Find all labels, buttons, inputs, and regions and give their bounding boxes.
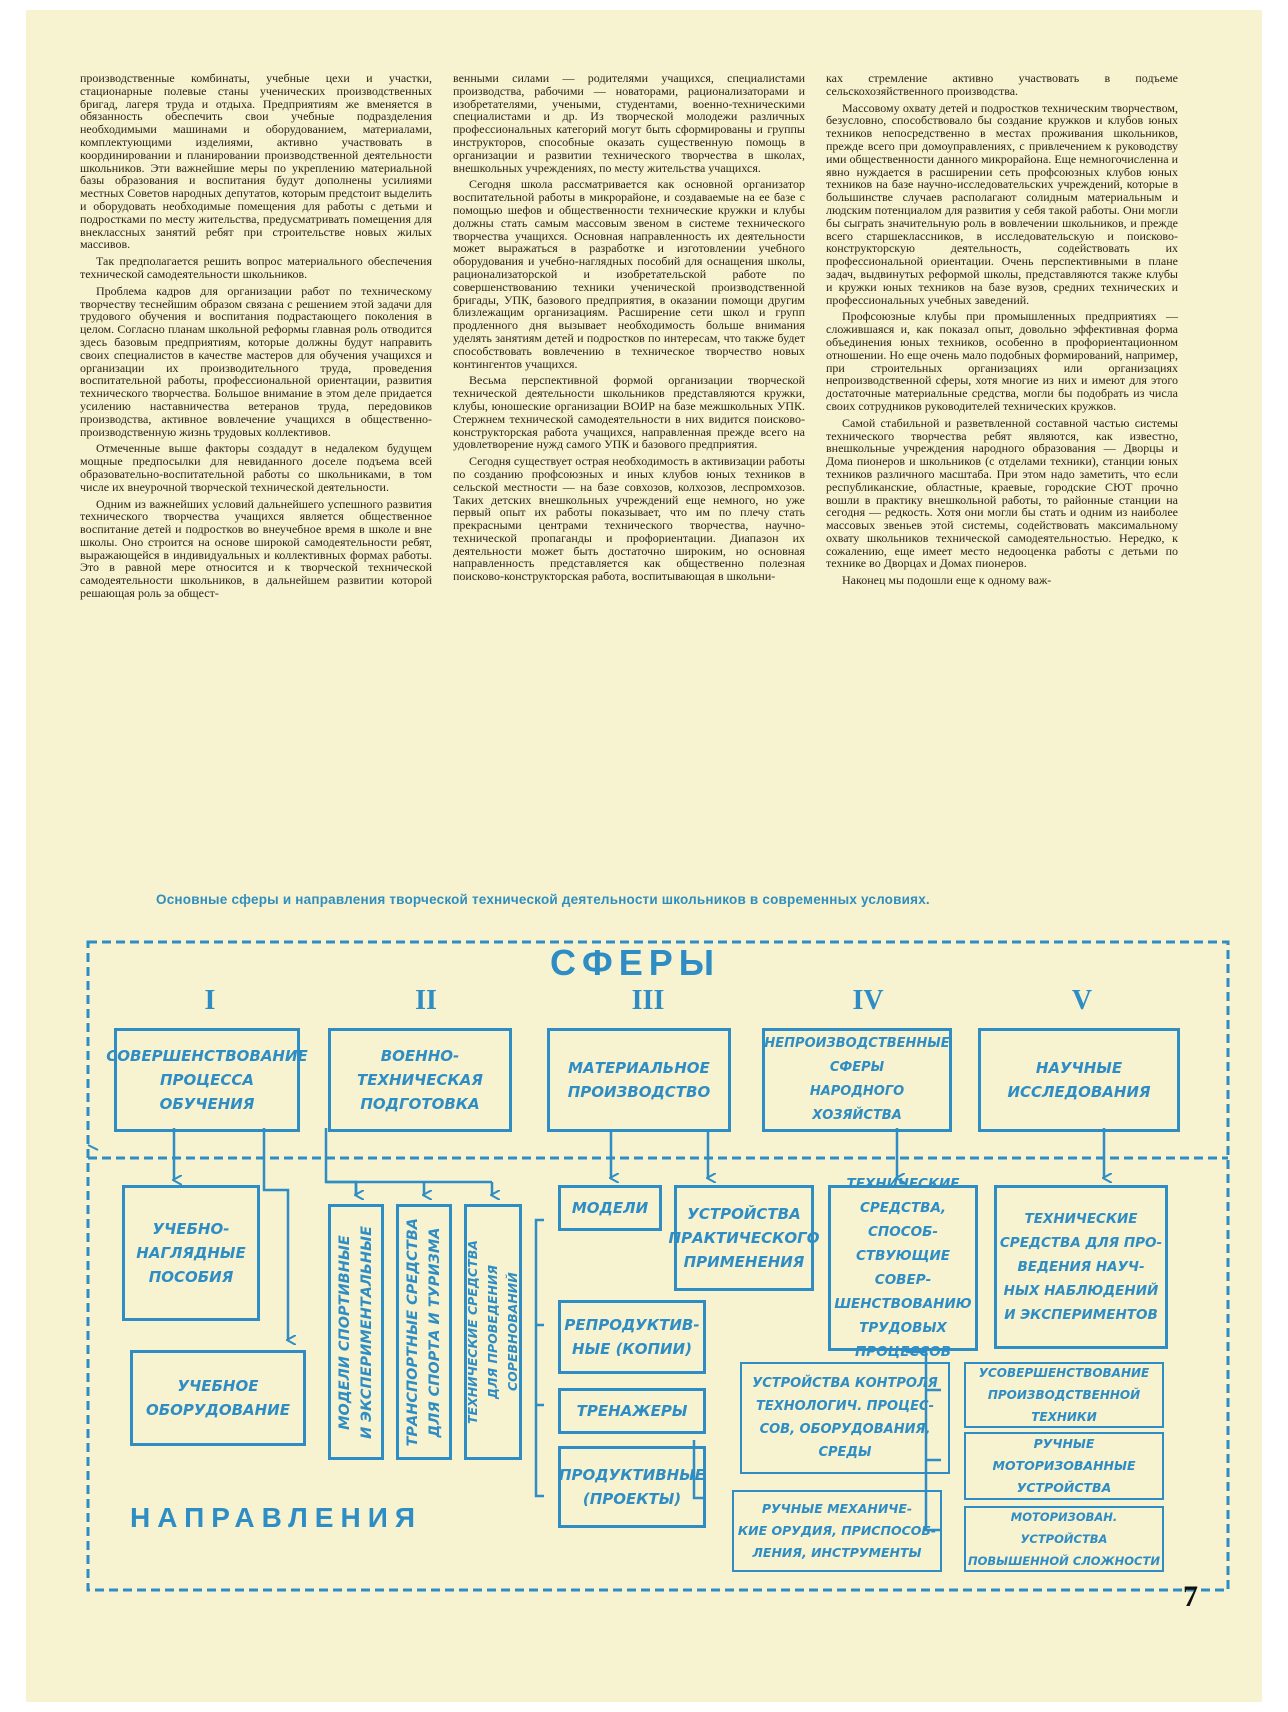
sphere-box-research [978,1028,1180,1132]
paragraph: Проблема кадров для организации работ по техническому творчеству теснейшим образом связана с решением этой задачи для трудового обучения и воспитания подрастающего поколения в целом. Согласно планам школьной реформы главная роль отводится здесь базовым предприятиям, которые должны будут направить своих специалистов в качестве мастеров для обучения учащихся и организации их производительного труда, проведения воспитательной работы, профессиональной ориентации, развития технического творчества. Большое внимание в этом деле придается усилению наставничества ветеранов труда, передовиков производства, активное вовлечение учащихся в общественно-производственную жизнь трудовых коллективов. [80,283,432,439]
direction-improve-tech: УСОВЕРШЕНСТВОВАНИЕ ПРОИЗВОДСТВЕННОЙ ТЕХНИКИ [964,1362,1164,1428]
sphere-numeral: III [631,985,665,1016]
sphere-numeral: V [1071,985,1093,1016]
sphere-numeral: I [204,985,216,1016]
direction-hand-tools: РУЧНЫЕ МЕХАНИЧЕ- КИЕ ОРУДИЯ, ПРИСПОСОБ- ЛЕНИЯ, ИНСТРУМЕНТЫ [732,1490,942,1572]
paragraph: ках стремление активно участвовать в подъеме сельскохозяйственного производства. [826,71,1178,98]
paragraph: производственные комбинаты, учебные цехи и участки, стационарные полевые станы ученических производственных бригад, лагеря труда и отдыха. Предприятиям же вменяется в обязанность обеспечить свои учебные подразделения необходимыми машинами и оборудованием, материалами, комплектующими изделиями, активно участвовать в координировании и планировании производственной деятельности школьников. Эти важнейшие меры по укреплению материальной базы образования и воспитания будут дополнены усилиями местных Советов народных депутатов, которым предстоит выделить и оборудовать необходимые помещения для работы с детьми и подростками по месту жительства, предусматривать помещения для внеклассных занятий ребят при строительстве новых жилых массивов. [80,71,432,252]
spheres-title: СФЕРЫ [550,942,720,983]
direction-models: МОДЕЛИ [558,1185,662,1231]
sphere-box-nonproduction [762,1028,952,1132]
paragraph: Самой стабильной и разветвленной составной частью системы технического творчества ребят являются, как известно, внешкольные учреждения народного образования — Дворцы и Дома пионеров и школьников (с отделами техники), станции юных техников различного масштаба. При этом надо заметить, что если республиканские, областные, краевые, городские СЮТ прочно вошли в практику внешкольной работы, то районные станции на сегодня — редкость. Хотя они могли бы стать и одним из наиболее массовых звеньев этой системы, содействовать максимальному охвату школьников технической самодеятельностью. Нередко, к сожалению, еще имеет место недооценка работы с детьми по технике во Дворцах и Домах пионеров. [826,415,1178,571]
direction-practical-devices: УСТРОЙСТВА ПРАКТИЧЕСКОГО ПРИМЕНЕНИЯ [674,1185,814,1291]
paragraph: Профсоюзные клубы при промышленных предприятиях — сложившаяся и, как показал опыт, довольно эффективная форма объединения юных техников, особенно в профориентационном отношении. Но еще очень мало подобных формирований, например, при строительных организациях или организациях непроизводственной сферы, хотя многие из них и имеют для этого достаточные материальные средства, могли бы подобрать из числа своих сотрудников руководителей технических кружков. [826,309,1178,413]
direction-control-devices: УСТРОЙСТВА КОНТРОЛЯ ТЕХНОЛОГИЧ. ПРОЦЕС- СОВ, ОБОРУДОВАНИЯ, СРЕДЫ [740,1362,950,1474]
sphere-label: НАУЧНЫЕ ИССЛЕДОВАНИЯ [1007,1059,1151,1101]
sphere-box-learning [106,1028,308,1132]
direction-equipment: УЧЕБНОЕ ОБОРУДОВАНИЕ [130,1350,306,1446]
sphere-label: МАТЕРИАЛЬНОЕ ПРОИЗВОДСТВО [567,1059,711,1101]
sphere-numeral: IV [852,985,884,1016]
direction-sport-models: МОДЕЛИ СПОРТИВНЫЕ И ЭКСПЕРИМЕНТАЛЬНЫЕ [328,1204,384,1460]
diagram-caption: Основные сферы и направления творческой технической деятельности школьников в современных условиях. [156,892,930,907]
direction-hand-motor: РУЧНЫЕ МОТОРИЗОВАННЫЕ УСТРОЙСТВА [964,1432,1164,1500]
sphere-numeral: II [415,985,437,1016]
page-number: 7 [1183,1580,1198,1613]
paragraph: венными силами — родителями учащихся, специалистами производства, рабочими — новаторами, рационализаторами и изобретателями, учеными, студентами, военно-техническими специалистами и др. Из творческой молодежи различных профессиональных категорий могут быть сформированы и группы инструкторов, способные оказать существенную помощь в организации и развитии технического творчества в школах, внешкольных учреждениях, по месту жительства учащихся. [453,71,805,175]
paragraph: Сегодня существует острая необходимость в активизации работы по созданию профсоюзных и иных клубов юных техников в сельской местности — на базе совхозов, колхозов, леспромхозов. Таких детских внешкольных учреждений еще немного, но уже первый опыт их работы показывает, что им по плечу стать прекрасными центрами технического творчества, научно-технической пропаганды и профориентации. Диапазон их деятельности может быть достаточно широким, но основная направленность представляется как общественно полезная поисково-конструкторская работа, воспитывающая в школьни- [453,454,805,584]
sphere-box-production [547,1028,731,1132]
direction-productive: ПРОДУКТИВНЫЕ (ПРОЕКТЫ) [558,1446,706,1528]
directions-title: НАПРАВЛЕНИЯ [130,1502,422,1533]
direction-transport: ТРАНСПОРТНЫЕ СРЕДСТВА ДЛЯ СПОРТА И ТУРИЗМА [396,1204,452,1460]
paragraph: Так предполагается решить вопрос материального обеспечения технической самодеятельности школьников. [80,254,432,281]
direction-research-means: ТЕХНИЧЕСКИЕ СРЕДСТВА ДЛЯ ПРО- ВЕДЕНИЯ НАУЧ- НЫХ НАБЛЮДЕНИЙ И ЭКСПЕРИМЕНТОВ [994,1185,1168,1349]
direction-visual-aids: УЧЕБНО- НАГЛЯДНЫЕ ПОСОБИЯ [122,1185,260,1321]
paragraph: Сегодня школа рассматривается как основной организатор воспитательной работы в микрорайоне, и создаваемые на ее базе с помощью шефов и общественности технические кружки и клубы должны стать самым массовым звеном в системе технического творчества учащихся. Основная направленность их деятельности может выражаться в разработке и изготовлении учебного оборудования и учебно-наглядных пособий для оснащения школы, рационализаторской и изобретательской работе по совершенствованию техники ученической производственной бригады, УПК, базового предприятия, в оказании помощи другим близлежащим организациям. Расширение сети школ и групп продленного дня вызывает необходимость больше внимания уделять занятиям детей и подростков по интересам, что также будет способствовать вовлечению в техническое творчество новых контингентов учащихся. [453,177,805,371]
magazine-page [26,10,1262,1702]
paragraph: Отмеченные выше факторы создадут в недалеком будущем мощные предпосылки для невиданного доселе подъема всей образовательно-воспитательной работы со школьниками, в том числе их внеурочной творческой технической деятельности. [80,441,432,494]
sphere-label: НЕПРОИЗВОДСТВЕННЫЕ СФЕРЫ НАРОДНОГО ХОЗЯЙСТВА [764,1036,950,1123]
direction-reproductive: РЕПРОДУКТИВ- НЫЕ (КОПИИ) [558,1300,706,1374]
direction-trainers: ТРЕНАЖЕРЫ [558,1388,706,1434]
direction-motor-complex: МОТОРИЗОВАН. УСТРОЙСТВА ПОВЫШЕННОЙ СЛОЖНОСТИ [964,1506,1164,1572]
paragraph: Одним из важнейших условий дальнейшего успешного развития технического творчества учащихся является общественное воспитание детей и подростков во внеучебное время в школе и вне школы. Оно строится на основе широкой самодеятельности ребят, выражающейся в индивидуальных и коллективных формах работы. Это в равной мере относится и к творческой технической самодеятельности школьников, в дальнейшем развитии которой решающая роль за общест- [80,496,432,601]
sphere-label: СОВЕРШЕНСТВОВАНИЕ ПРОЦЕССА ОБУЧЕНИЯ [106,1047,308,1113]
sphere-label: ВОЕННО- ТЕХНИЧЕСКАЯ ПОДГОТОВКА [357,1047,483,1113]
direction-labor-means: ТЕХНИЧЕСКИЕ СРЕДСТВА, СПОСОБ- СТВУЮЩИЕ СОВЕР- ШЕНСТВОВАНИЮ ТРУДОВЫХ ПРОЦЕССОВ [828,1185,978,1351]
sphere-box-military [328,1028,512,1132]
paragraph: Весьма перспективной формой организации творческой технической деятельности школьников представляются кружки, клубы, юношеские организации ВОИР на базе межшкольных УПК. Стержнем технической самодеятельности в них видится поисково-конструкторская работа учащихся, направленная прежде всего на удовлетворение нужд самого УПК и базового предприятия. [453,373,805,452]
paragraph: Массовому охвату детей и подростков техническим творчеством, безусловно, способствовало бы создание кружков и клубов юных техников непосредственно в местах проживания школьников, прежде всего при домоуправлениях, с привлечением к руководству ими общественности данного микрорайона. Еще немногочисленна и явно нуждается в расширении сеть профсоюзных клубов юных техников на базе научно-исследовательских учреждений, которые в большинстве случаев располагают солидным материальным и людским потенциалом для развития у себя такой работы. Они могли бы сыграть значительную роль в вовлечении школьников, и прежде всего старшеклассников, в исследовательскую и поисково-конструкторскую деятельность, содействовать их профессиональной ориентации. Очень перспективными в плане задач, выдвинутых реформой школы, представляются также клубы и кружки юных техников на базе вузов, средних технических и профессиональных учебных заведений. [826,100,1178,307]
direction-tech-competitions: ТЕХНИЧЕСКИЕ СРЕДСТВА ДЛЯ ПРОВЕДЕНИЯ СОРЕВНОВАНИЙ [464,1204,522,1460]
paragraph: Наконец мы подошли еще к одному важ- [842,573,1052,588]
